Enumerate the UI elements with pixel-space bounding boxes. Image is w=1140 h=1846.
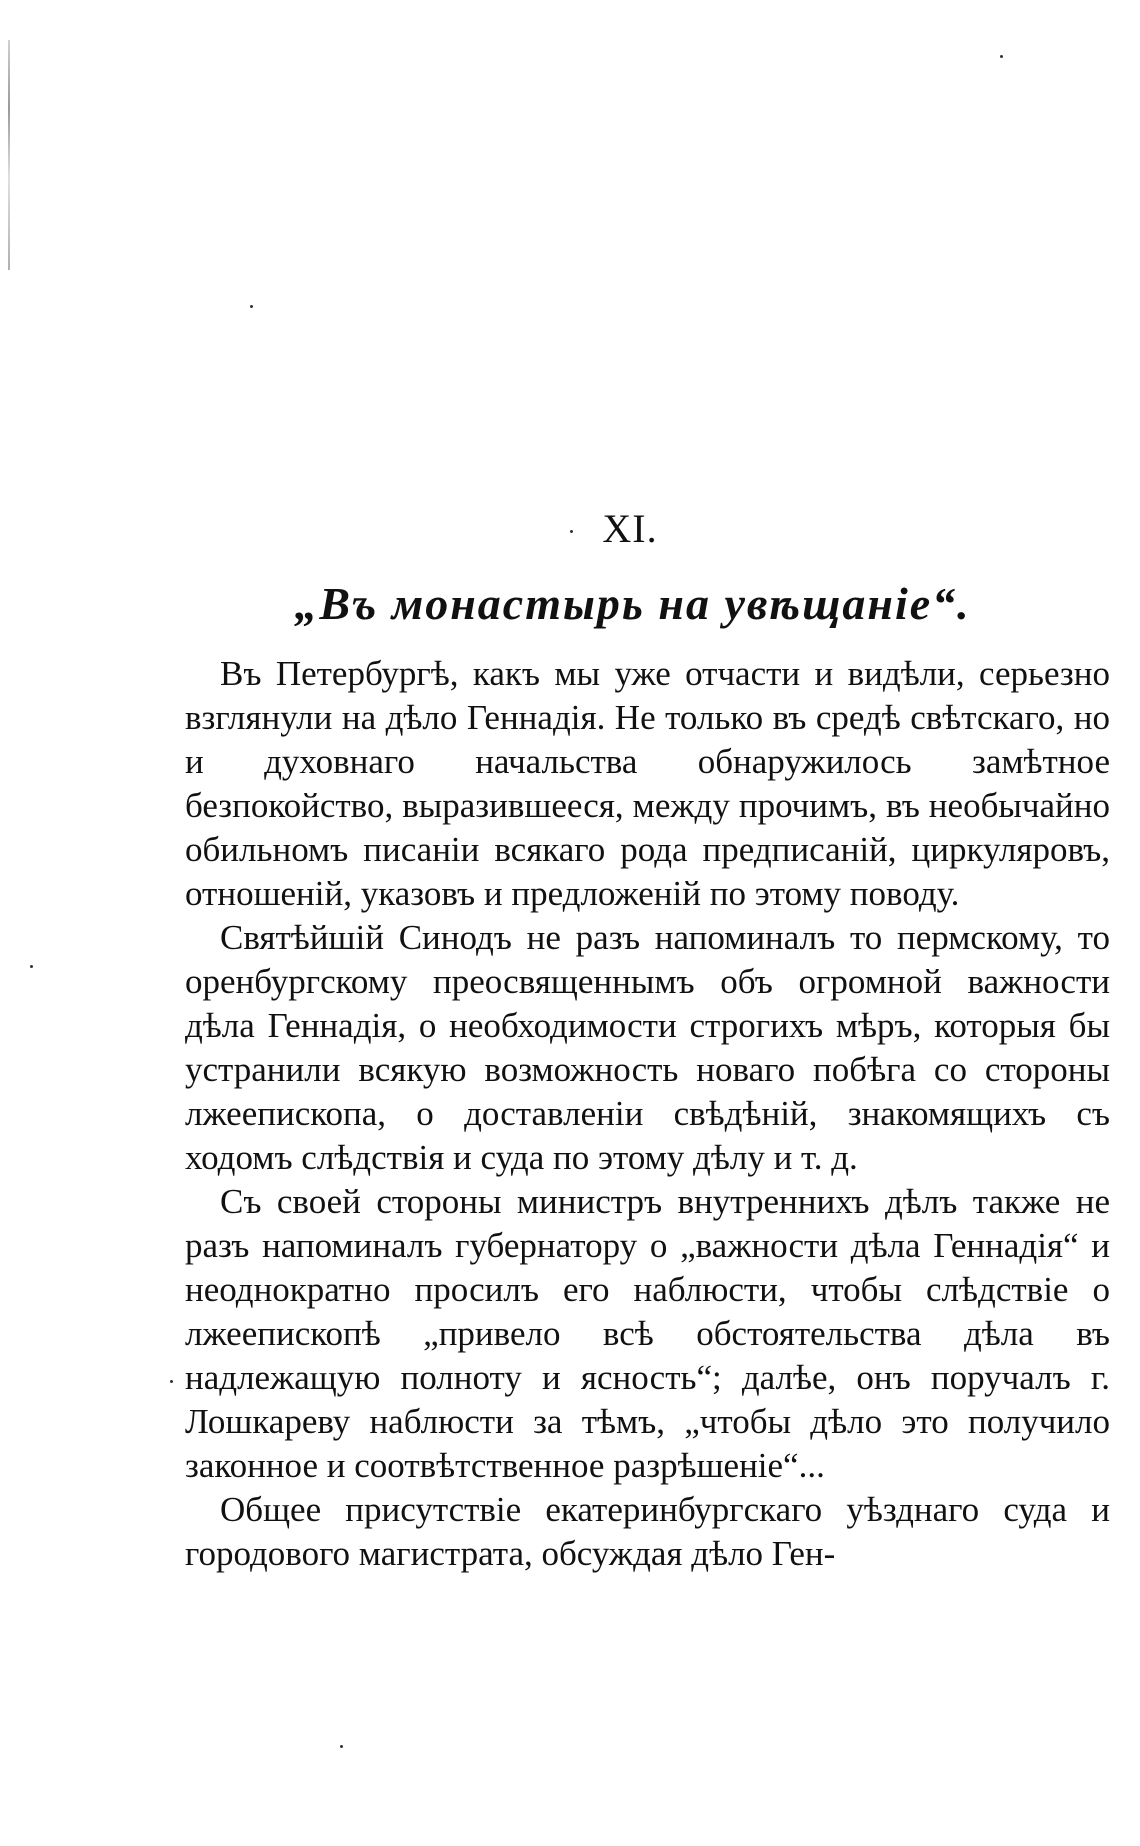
paragraph: Съ своей стороны министръ внутреннихъ дѣлъ также не разъ напоминалъ губернатору о „важности дѣла Геннадія“ и неоднократно просилъ его наблюсти, чтобы слѣдствіе о лжеепископѣ „привело всѣ обстоятельства дѣла въ надлежащую полноту и ясность“; далѣе, онъ поручалъ г. Лошкареву наблюсти за тѣмъ, „чтобы дѣло это получило законное и соотвѣтственное разрѣшеніе“... (185, 1182, 1110, 1485)
print-speck (250, 305, 253, 308)
chapter-title: „Въ монастырь на увѣщаніе“. (294, 578, 971, 629)
chapter-number: XI. (602, 506, 658, 551)
paragraph: Святѣйшій Синодъ не разъ напоминалъ то пермскому, то оренбургскому преосвященнымъ объ огромной важности дѣла Геннадія, о необходимости строгихъ мѣръ, которыя бы устранили всякую возможность новаго побѣга со стороны лжеепископа, о доставленіи свѣдѣній, знакомящихъ съ ходомъ слѣдствія и суда по этому дѣлу и т. д. (185, 918, 1110, 1177)
print-speck (30, 965, 33, 968)
paragraph: Общее присутствіе екатеринбургскаго уѣзднаго суда и городового магистрата, обсуждая дѣло Ген- (185, 1490, 1110, 1573)
paragraph: Въ Петербургѣ, какъ мы уже отчасти и видѣли, серьезно взглянули на дѣло Геннадія. Не только въ средѣ свѣтскаго, но и духовнаго начальства обнаружилось замѣтное безпокойство, выразившееся, между прочимъ, въ необычайно обильномъ писаніи всякаго рода предписаній, циркуляровъ, отношеній, указовъ и предложеній по этому поводу. (185, 654, 1110, 913)
page-edge-shadow (8, 40, 10, 270)
print-speck (1000, 55, 1003, 58)
body-text (185, 652, 1110, 1576)
print-speck (340, 1745, 343, 1748)
print-speck (170, 1380, 173, 1383)
